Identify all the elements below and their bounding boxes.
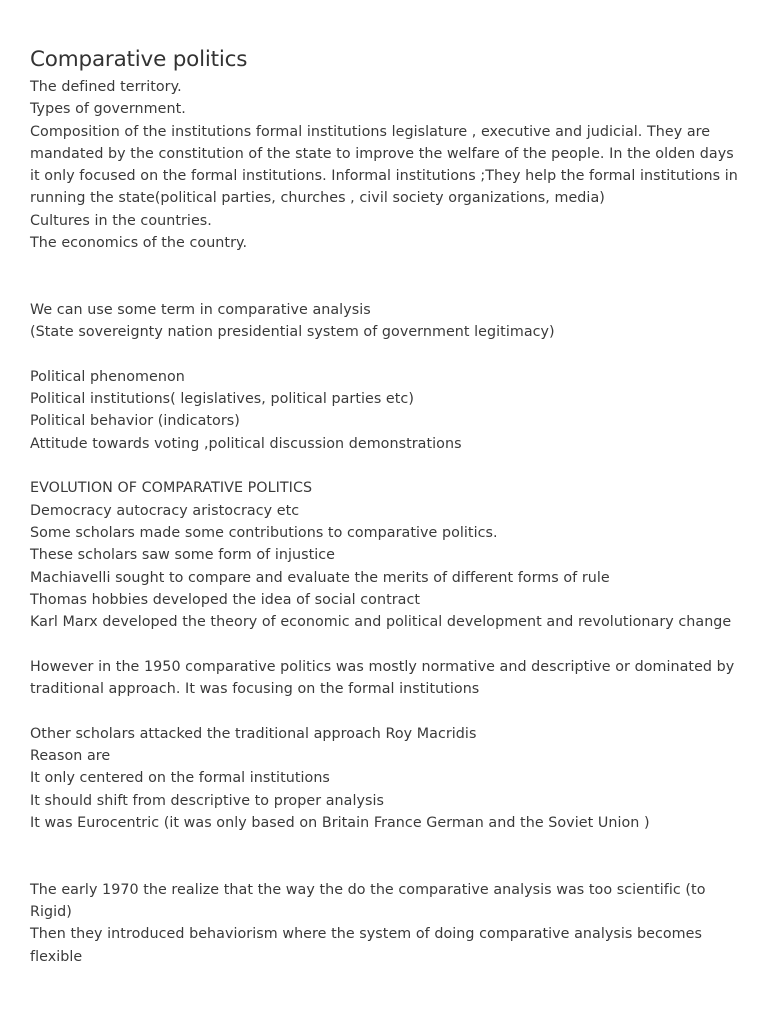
note-line-marx: Karl Marx developed the theory of economic and political development and revolutionary change [30, 614, 732, 631]
note-line-territory: The defined territory. [30, 79, 182, 95]
note-line-1950: However in the 1950 comparative politics was mostly normative and descriptive or dominated by traditional approach. It was focusing on the formal institutions [30, 658, 735, 698]
note-body[interactable] [30, 76, 746, 968]
note-line-reason-shift: It should shift from descriptive to proper analysis [30, 792, 385, 809]
note-content[interactable] [30, 44, 746, 968]
note-line-political-behavior: Political behavior (indicators) [30, 413, 240, 430]
blank-line [30, 254, 746, 276]
note-line-hobbes: Thomas hobbies developed the idea of social contract [30, 591, 421, 608]
note-line-1970: The early 1970 the realize that the way the do the comparative analysis was too scientific (to Rigid) [30, 881, 706, 920]
note-title: Comparative politics [30, 47, 248, 72]
note-line-behaviorism: Then they introduced behaviorism where the system of doing comparative analysis becomes flexible [30, 926, 702, 965]
blank-line [30, 834, 746, 856]
note-line-injustice: These scholars saw some form of injustice [30, 547, 336, 564]
note-line-political-institutions: Political institutions( legislatives, political parties etc) [30, 391, 414, 408]
note-line-government-types: Types of government. [30, 101, 186, 118]
note-line-reasons: Reason are [30, 747, 111, 764]
note-line-scholars: Some scholars made some contributions to comparative politics. [30, 524, 498, 541]
note-line-reason-eurocentric: It was Eurocentric (it was only based on Britain France German and the Soviet Union ) [30, 814, 650, 831]
blank-line [30, 455, 746, 477]
note-line-terms: We can use some term in comparative analysis [30, 301, 371, 318]
note-line-phenomenon: Political phenomenon [30, 368, 185, 385]
blank-line [30, 856, 746, 878]
note-line-evolution-heading: EVOLUTION OF COMPARATIVE POLITICS [30, 480, 313, 497]
note-line-machiavelli: Machiavelli sought to compare and evaluate the merits of different forms of rule [30, 569, 610, 586]
note-line-macridis: Other scholars attacked the traditional approach Roy Macridis [30, 725, 477, 742]
note-line-economics: The economics of the country. [30, 235, 248, 252]
note-line-attitude: Attitude towards voting ,political discussion demonstrations [30, 435, 462, 452]
note-line-democracy: Democracy autocracy aristocracy etc [30, 502, 300, 519]
blank-line [30, 633, 746, 655]
blank-line [30, 277, 746, 299]
note-line-institutions: Composition of the institutions formal institutions legislature , executive and judicial. They are mandated by the constitution of the state to improve the welfare of the people. In the olden days it only focused on the formal institutions. Informal institutions ;They help the formal institutions in running the state(political parties, churches , civil society organizations, media) [30, 123, 738, 207]
blank-line [30, 700, 746, 722]
note-line-terms-list: (State sovereignty nation presidential system of government legitimacy) [30, 324, 555, 341]
note-line-cultures: Cultures in the countries. [30, 212, 212, 229]
blank-line [30, 344, 746, 366]
note-line-reason-formal: It only centered on the formal institutions [30, 770, 330, 787]
